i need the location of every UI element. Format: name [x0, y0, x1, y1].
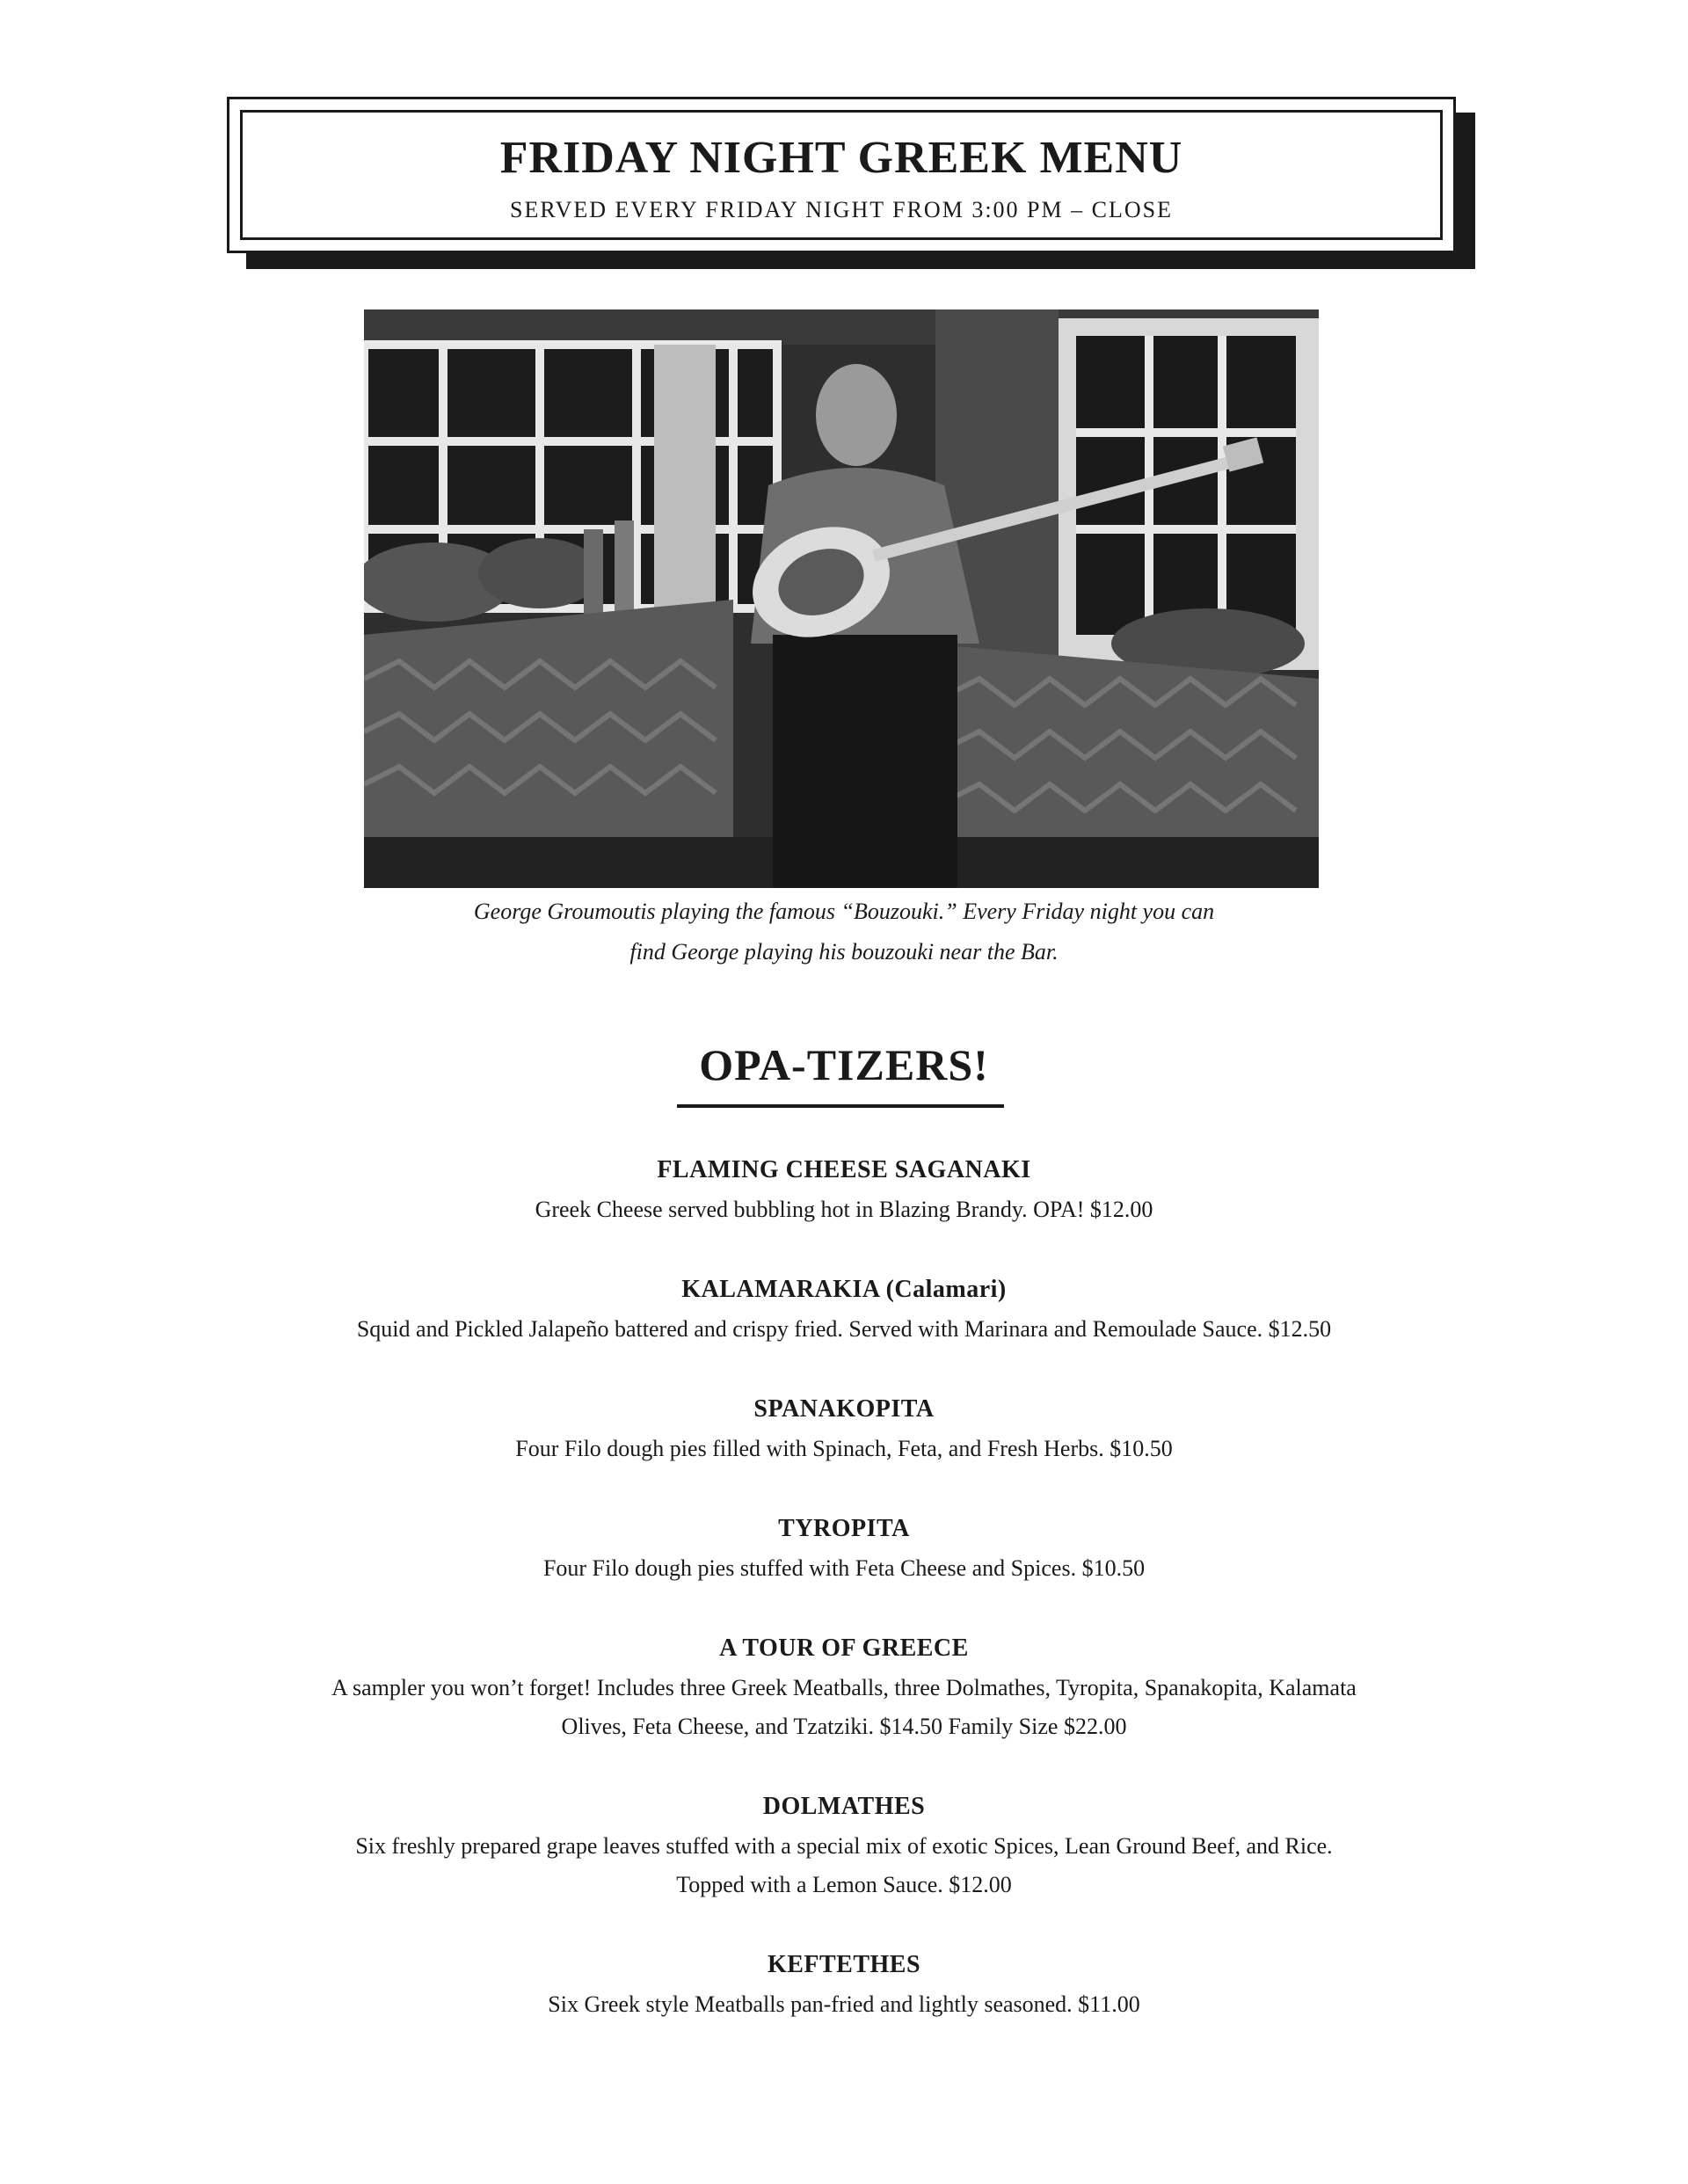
- photo-caption: [334, 892, 1354, 972]
- item-name: KEFTETHES: [767, 1951, 921, 1978]
- appetizer-list: [229, 1150, 1459, 2064]
- caption-line-2: find George playing his bouzouki near the Bar.: [629, 939, 1059, 965]
- item-description: Olives, Feta Cheese, and Tzatziki. $14.50 Family Size $22.00: [561, 1714, 1127, 1739]
- menu-item: [229, 1509, 1459, 1588]
- menu-item: [229, 1628, 1459, 1746]
- menu-item: [229, 1389, 1459, 1468]
- item-description: Squid and Pickled Jalapeño battered and crispy fried. Served with Marinara and Remoulade Sauce. $12.50: [356, 1316, 1332, 1342]
- bouzouki-player-photo: [364, 309, 1319, 888]
- header-inner-border: [240, 110, 1443, 240]
- item-description: Four Filo dough pies filled with Spinach, Feta, and Fresh Herbs. $10.50: [515, 1436, 1173, 1461]
- photo-illustration: [364, 309, 1319, 888]
- item-description: Topped with a Lemon Sauce. $12.00: [676, 1872, 1012, 1897]
- item-description: Four Filo dough pies stuffed with Feta Cheese and Spices. $10.50: [542, 1555, 1146, 1581]
- section-title: OPA-TIZERS!: [699, 1040, 989, 1089]
- menu-item: [229, 1945, 1459, 2024]
- caption-line-1: George Groumoutis playing the famous “Bouzouki.” Every Friday night you can: [473, 899, 1215, 924]
- section-underline: [677, 1104, 1004, 1108]
- item-name: A TOUR OF GREECE: [719, 1634, 969, 1662]
- item-name: TYROPITA: [778, 1515, 910, 1542]
- menu-title: FRIDAY NIGHT GREEK MENU: [499, 133, 1183, 183]
- menu-item: [229, 1270, 1459, 1349]
- menu-item: [229, 1787, 1459, 1904]
- menu-item: [229, 1150, 1459, 1229]
- item-description: Six Greek style Meatballs pan-fried and lightly seasoned. $11.00: [548, 1991, 1140, 2017]
- item-name: SPANAKOPITA: [753, 1395, 935, 1423]
- item-name: DOLMATHES: [762, 1793, 926, 1820]
- item-name: KALAMARAKIA (Calamari): [681, 1276, 1007, 1303]
- header-box: [227, 97, 1456, 253]
- item-description: Greek Cheese served bubbling hot in Blazing Brandy. OPA! $12.00: [535, 1197, 1153, 1222]
- item-description: A sampler you won’t forget! Includes three Greek Meatballs, three Dolmathes, Tyropita, Spanakopita, Kalamata: [331, 1675, 1357, 1700]
- item-name: FLAMING CHEESE SAGANAKI: [657, 1156, 1031, 1183]
- item-description: Six freshly prepared grape leaves stuffed with a special mix of exotic Spices, Lean Ground Beef, and Rice.: [355, 1833, 1333, 1859]
- menu-subtitle: SERVED EVERY FRIDAY NIGHT FROM 3:00 PM – CLOSE: [510, 197, 1173, 222]
